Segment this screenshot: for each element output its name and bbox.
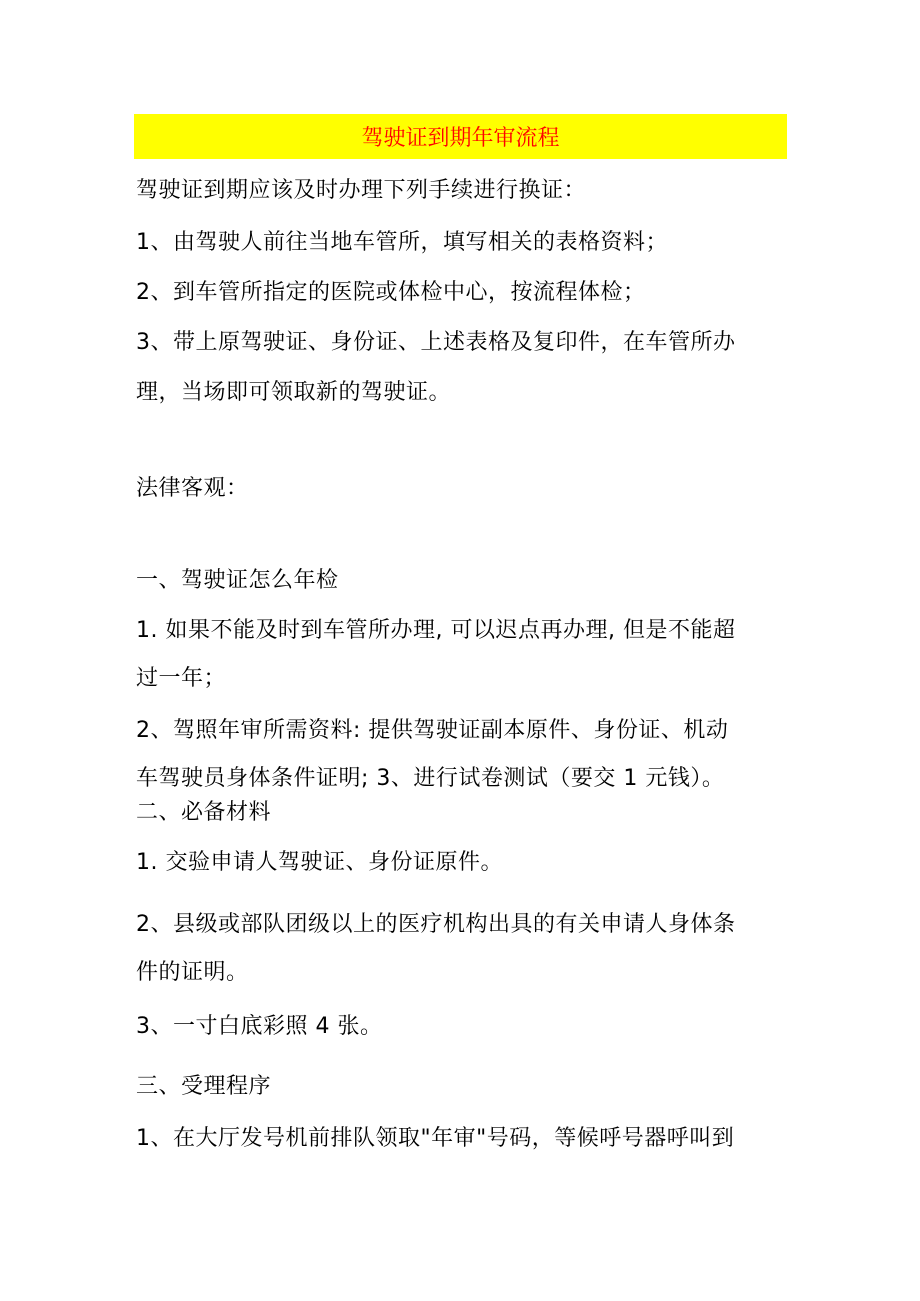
section-1-item-2: 2、驾照年审所需资料: 提供驾驶证副本原件、身份证、机动 [136, 718, 729, 743]
section-1-item-2-continuation: 车驾驶员身体条件证明; 3、进行试卷测试（要交 1 元钱）。 [136, 766, 725, 791]
section-1-item-1: 1. 如果不能及时到车管所办理, 可以迟点再办理, 但是不能超 [136, 618, 736, 643]
section-2-item-3: 3、一寸白底彩照 4 张。 [136, 1014, 383, 1039]
intro-paragraph: 驾驶证到期应该及时办理下列手续进行换证： [136, 178, 587, 203]
section-heading-legal: 法律客观： [136, 476, 249, 501]
section-1-item-1-continuation: 过一年； [136, 666, 227, 691]
step-2-line: 2、到车管所指定的医院或体检中心，按流程体检； [136, 280, 646, 305]
step-1-line: 1、由驾驶人前往当地车管所，填写相关的表格资料； [136, 230, 668, 255]
step-3-continuation: 理，当场即可领取新的驾驶证。 [136, 380, 452, 405]
document-title-banner [134, 114, 787, 159]
section-3-item-1: 1、在大厅发号机前排队领取"年审"号码，等候呼号器呼叫到 [136, 1126, 735, 1151]
document-title: 驾驶证到期年审流程 [361, 126, 560, 151]
section-heading-1: 一、驾驶证怎么年检 [136, 568, 339, 593]
section-2-item-1: 1. 交验申请人驾驶证、身份证原件。 [136, 850, 503, 875]
section-heading-2: 二、必备材料 [136, 800, 272, 825]
section-heading-3: 三、受理程序 [136, 1074, 272, 1099]
step-3-line: 3、带上原驾驶证、身份证、上述表格及复印件，在车管所办 [136, 330, 736, 355]
section-2-item-2: 2、县级或部队团级以上的医疗机构出具的有关申请人身体条 [136, 912, 736, 937]
section-2-item-2-continuation: 件的证明。 [136, 960, 249, 985]
